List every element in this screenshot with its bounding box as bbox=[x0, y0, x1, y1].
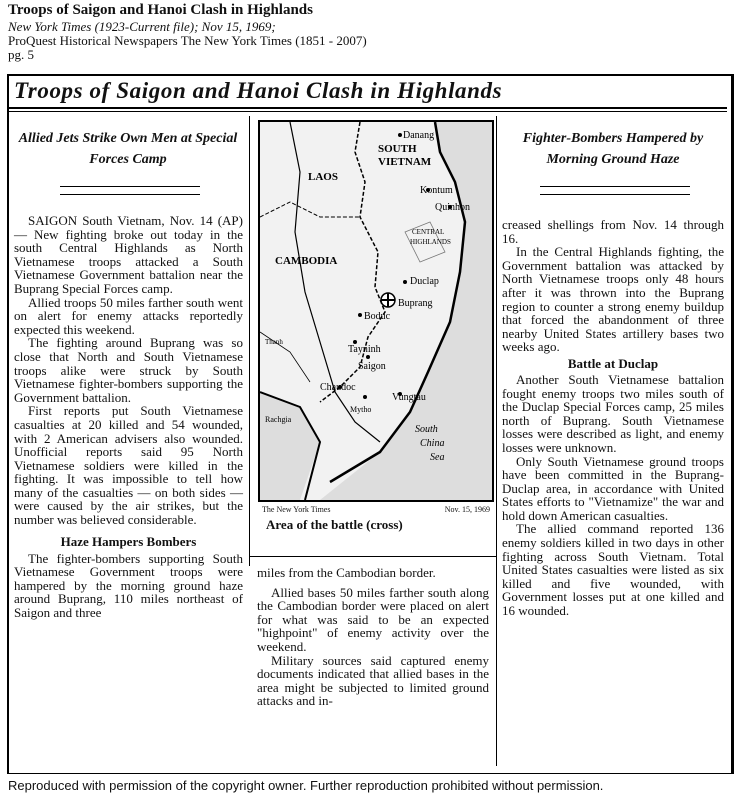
label-highlands: HIGHLANDS bbox=[410, 238, 451, 246]
label-danang: Danang bbox=[403, 130, 435, 141]
label-south-china-sea-2: China bbox=[420, 438, 445, 449]
map-figure bbox=[258, 120, 494, 502]
map-credit-source: The New York Times bbox=[262, 505, 331, 514]
label-chaudoc: Chaudoc bbox=[320, 382, 356, 393]
paragraph: The allied command reported 136 enemy soldiers killed in two days in other fighting across South Vietnam. Total United States casualties were listed as six killed and five wounded, with Government losses put at one killed and 16 wounded. bbox=[502, 521, 724, 619]
label-cambodia: CAMBODIA bbox=[275, 255, 338, 267]
paragraph: Only South Vietnamese ground troops have been committed in the Buprang-Duclap area, in accordance with United States efforts to "Vietnamize" the war and hold down American casualties. bbox=[502, 453, 724, 523]
label-vungtau: Vungtau bbox=[392, 392, 426, 403]
label-south-china-sea: South bbox=[415, 424, 438, 435]
left-column bbox=[14, 214, 243, 620]
map-box-bottom-rule bbox=[249, 556, 497, 557]
article-headline: Troops of Saigon and Hanoi Clash in Highlands bbox=[14, 78, 503, 103]
label-mytho: Mytho bbox=[350, 405, 372, 414]
paragraph: The fighting around Buprang was so close that North and South Vietnamese troops alike were struck by South Vietnamese fighter-bombers supporting the Government battalion. bbox=[14, 335, 243, 405]
source-page: pg. 5 bbox=[8, 47, 34, 62]
label-south-vietnam: SOUTH bbox=[378, 143, 417, 155]
map-caption: Area of the battle (cross) bbox=[266, 517, 403, 532]
label-saigon: Saigon bbox=[358, 361, 386, 372]
subhead-duclap: Battle at Duclap bbox=[567, 355, 659, 371]
paragraph: In the Central Highlands fighting, the Government battalion was attacked by North Vietnamese troops only 48 hours after it was thrown into the Buprang region to counter a strong enemy buildup that forced the abandonment of three nearby United States artillery bases two weeks ago. bbox=[502, 244, 724, 355]
label-boduc: Boduc bbox=[364, 311, 391, 322]
deck-rule bbox=[540, 194, 690, 195]
deck-rule bbox=[60, 186, 200, 187]
paragraph: The fighter-bombers supporting South Vietnamese Government troops were hampered by the morning ground haze around Buprang, 110 miles northeast of Saigon and three bbox=[14, 550, 243, 621]
label-south-china-sea-3: Sea bbox=[430, 452, 445, 463]
label-tayninh: Tayninh bbox=[348, 344, 381, 355]
column-rule bbox=[249, 116, 250, 566]
label-quinhon: Quinhon bbox=[435, 202, 470, 213]
paragraph: creased shellings from Nov. 14 through 16. bbox=[502, 217, 724, 246]
label-thanh: Thanh bbox=[265, 338, 283, 346]
label-buprang: Buprang bbox=[398, 298, 433, 309]
label-rachgia: Rachgia bbox=[265, 415, 292, 424]
paragraph: SAIGON South Vietnam, Nov. 14 (AP) — New fighting broke out today in the south Central Highlands as North Vietnamese troops attacked a South Vietnamese Government battalion near the Buprang Special Forces camp. bbox=[14, 213, 243, 296]
left-deck: Allied Jets Strike Own Men at Special Forces Camp bbox=[18, 131, 238, 167]
paragraph: Allied troops 50 miles farther south went on alert for enemy attacks reportedly expected this weekend. bbox=[14, 294, 243, 337]
right-deck: Fighter-Bombers Hampered by Morning Ground Haze bbox=[522, 131, 704, 167]
paragraph: miles from the Cambodian border. bbox=[257, 565, 436, 580]
middle-column bbox=[257, 566, 489, 708]
label-central: CENTRAL bbox=[412, 228, 445, 236]
label-duclap: Duclap bbox=[410, 276, 439, 287]
column-rule bbox=[496, 116, 497, 766]
source-title: Troops of Saigon and Hanoi Clash in Highlands bbox=[8, 2, 313, 18]
deck-rule bbox=[540, 186, 690, 187]
headline-rule-thin bbox=[9, 111, 727, 112]
paragraph: Military sources said captured enemy documents indicated that allied bases in the area might be subjected to limited ground attacks and in- bbox=[257, 652, 489, 709]
headline-rule bbox=[9, 107, 727, 109]
source-database: ProQuest Historical Newspapers The New York Times (1851 - 2007) bbox=[8, 33, 367, 48]
copyright-footer: Reproduced with permission of the copyright owner. Further reproduction prohibited without permission. bbox=[8, 778, 604, 793]
map-credit bbox=[262, 505, 490, 514]
paragraph: First reports put South Vietnamese casualties at 20 killed and 54 wounded, with 2 American advisers also wounded. Unofficial reports said 95 North Vietnamese soldiers were killed in the fighting. It was impossible to tell how many of the casualties — on both sides — were caused by the air strikes, but the number was believed considerable. bbox=[14, 403, 243, 528]
right-column bbox=[502, 218, 724, 618]
map-graphic bbox=[260, 122, 492, 500]
paragraph: Allied bases 50 miles farther south along the Cambodian border were placed on alert for what was said to be an expected "highpoint" of enemy activity over the weekend. bbox=[257, 584, 489, 654]
label-kontum: Kontum bbox=[420, 185, 453, 196]
map-credit-date: Nov. 15, 1969 bbox=[444, 505, 490, 514]
deck-rule bbox=[60, 194, 200, 195]
source-publication: New York Times (1923-Current file); Nov 15, 1969; bbox=[8, 19, 276, 34]
paragraph: Another South Vietnamese battalion fought enemy troops two miles south of the Duclap Special Forces camp, 25 miles north of Buprang. South Vietnamese losses were described as light, and enemy losses were unknown. bbox=[502, 371, 724, 455]
label-laos: LAOS bbox=[308, 171, 338, 183]
label-south-vietnam-2: VIETNAM bbox=[378, 156, 432, 168]
subhead-haze: Haze Hampers Bombers bbox=[60, 533, 197, 549]
